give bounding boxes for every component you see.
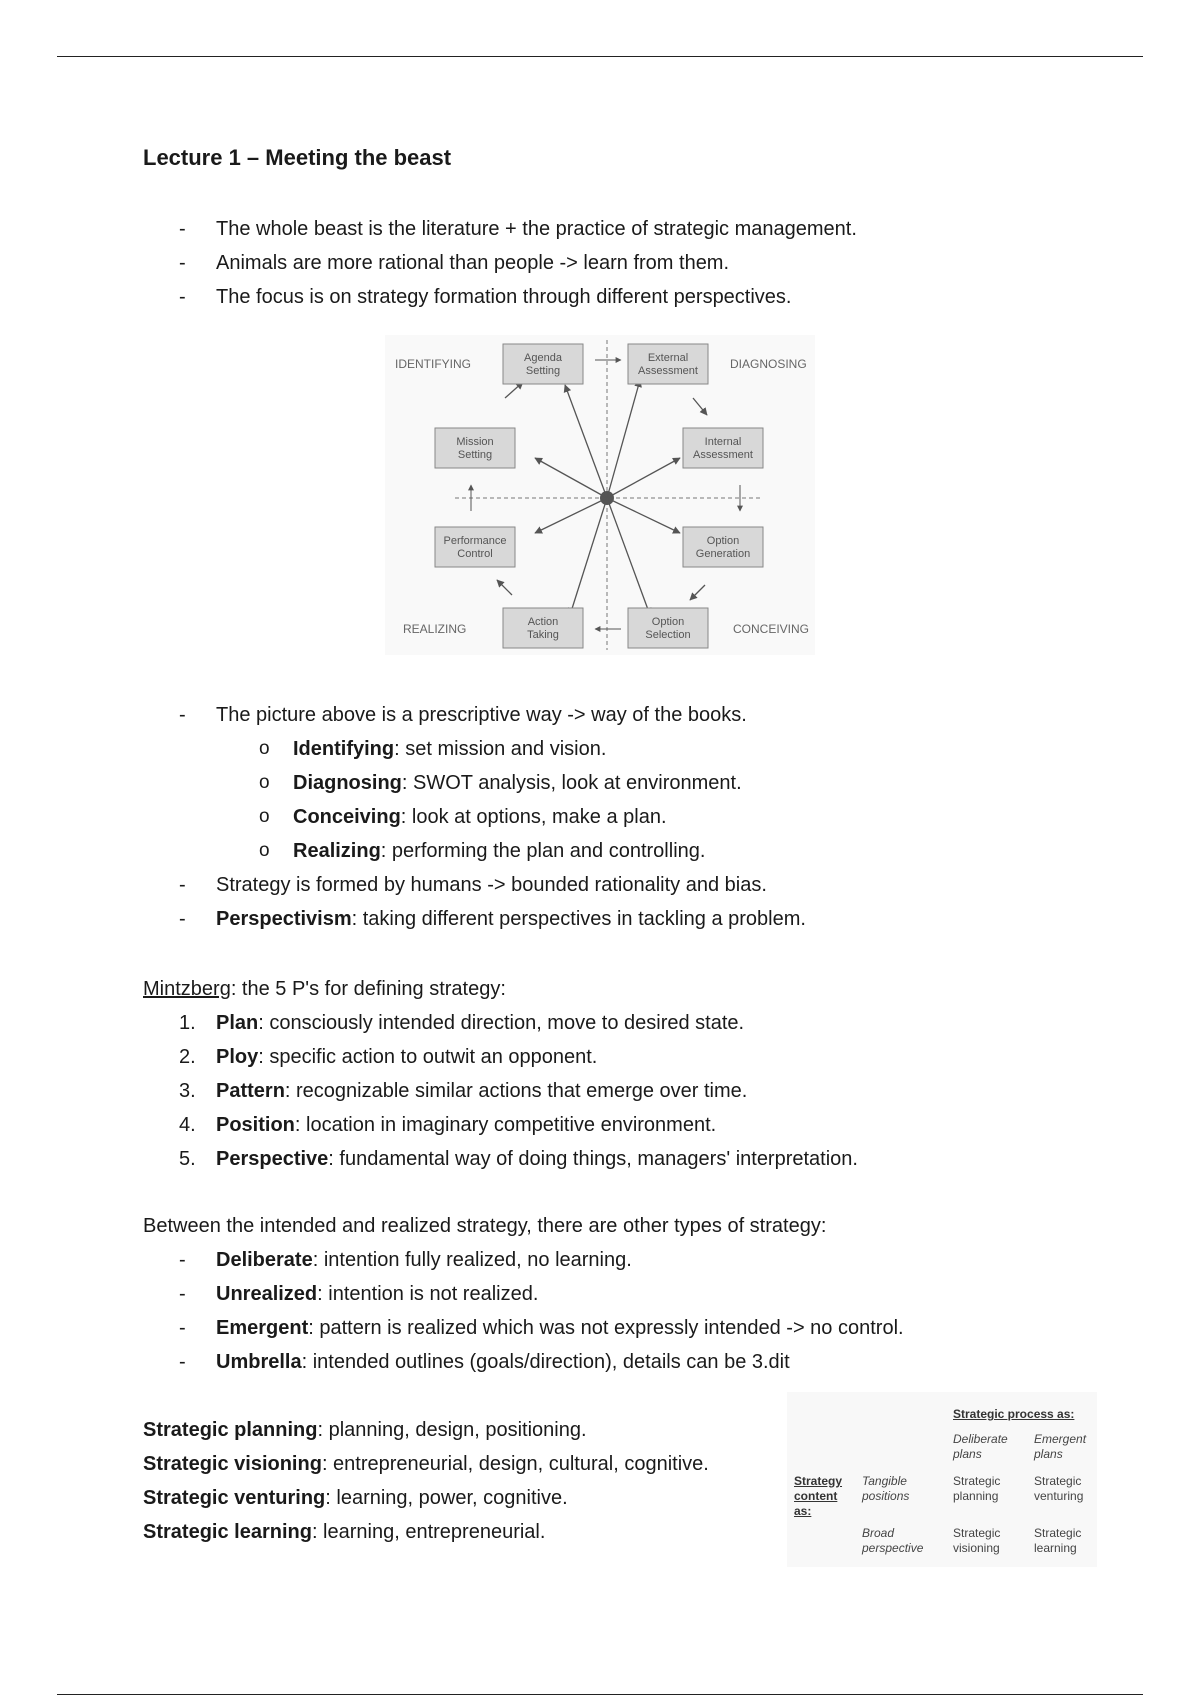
perspectivism-term: Perspectivism [216, 908, 352, 930]
matrix-visioning: Strategic [953, 1526, 1001, 1540]
matrix-venturing-2: venturing [1034, 1489, 1084, 1503]
mintzberg-section [143, 972, 858, 1176]
box-option-selection-2: Selection [645, 629, 691, 641]
label-identifying: IDENTIFYING [395, 357, 472, 371]
matrix-broad-2: perspective [862, 1541, 924, 1555]
list-item [143, 1311, 904, 1345]
list-item [143, 902, 806, 936]
matrix-content-header-3: as: [794, 1504, 812, 1518]
item-term: Plan [216, 1012, 259, 1034]
list-item-text: Animals are more rational than people -> learn from them. [216, 252, 730, 274]
box-mission-setting-2: Setting [457, 449, 493, 461]
bullet-marker: - [179, 218, 186, 240]
item-number: 2. [179, 1046, 196, 1068]
matrix-venturing: Strategic [1034, 1474, 1082, 1488]
page-title: Lecture 1 – Meeting the beast [143, 145, 452, 170]
list-item [143, 246, 857, 280]
matrix-tangible: Tangible [862, 1474, 907, 1488]
type-term: Deliberate [216, 1249, 313, 1271]
strategy-types-section [143, 1209, 904, 1379]
footer-rule [57, 1694, 1143, 1695]
list-item [143, 1345, 904, 1379]
matrix-deliberate: Deliberate [953, 1432, 1008, 1446]
matrix-planning-2: planning [953, 1489, 999, 1503]
box-option-selection: Option [651, 616, 685, 628]
mode-term: Strategic planning [143, 1419, 318, 1441]
intro-bullet-list [143, 212, 857, 314]
list-item [143, 868, 806, 902]
matrix-emergent-2: plans [1034, 1447, 1063, 1461]
strategic-mode [143, 1447, 709, 1481]
bullet-marker: - [179, 874, 186, 896]
sub-list-item [143, 766, 806, 800]
box-performance-control: Performance [443, 535, 507, 547]
strategy-process-diagram [385, 335, 815, 655]
sub-list-item [143, 800, 806, 834]
sub-bullet-marker: o [259, 772, 270, 793]
item-term: Position [216, 1114, 295, 1136]
sub-list-item [143, 732, 806, 766]
sub-bullet-marker: o [259, 738, 270, 759]
phase-desc: : SWOT analysis, look at environment. [401, 772, 742, 794]
strategy-matrix [787, 1392, 1097, 1567]
picture-explanation-list [143, 698, 806, 936]
box-mission-setting: Mission [456, 436, 494, 448]
type-term: Umbrella [216, 1351, 302, 1373]
box-external-assessment-2: Assessment [638, 365, 698, 377]
item-number: 4. [179, 1114, 196, 1136]
item-term: Ploy [216, 1046, 259, 1068]
item-desc: : recognizable similar actions that emerge over time. [284, 1080, 748, 1102]
phase-term: Diagnosing [293, 772, 402, 794]
box-option-generation: Option [706, 535, 740, 547]
sub-bullet-marker: o [259, 840, 270, 861]
type-term: Unrealized [216, 1283, 318, 1305]
box-internal-assessment-2: Assessment [693, 449, 753, 461]
perspectivism-desc: : taking different perspectives in tackling a problem. [351, 908, 806, 930]
list-item [143, 212, 857, 246]
item-desc: : specific action to outwit an opponent. [258, 1046, 598, 1068]
label-conceiving: CONCEIVING [733, 622, 810, 636]
type-desc: : intended outlines (goals/direction), details can be 3.dit [301, 1351, 790, 1373]
numbered-item [143, 1142, 858, 1176]
list-item-text: The whole beast is the literature + the practice of strategic management. [216, 218, 857, 240]
box-agenda-setting: Agenda [524, 352, 562, 364]
list-item-text: The focus is on strategy formation through different perspectives. [216, 286, 792, 308]
phase-desc: : performing the plan and controlling. [380, 840, 706, 862]
bullet-marker: - [179, 286, 186, 308]
matrix-learning-2: learning [1034, 1541, 1077, 1555]
phase-term: Conceiving [293, 806, 401, 828]
types-heading: Between the intended and realized strategy, there are other types of strategy: [143, 1215, 827, 1237]
sub-bullet-marker: o [259, 806, 270, 827]
bullet-marker: - [179, 1351, 186, 1373]
mode-desc: : learning, power, cognitive. [325, 1487, 568, 1509]
matrix-process-header: Strategic process as: [953, 1407, 1075, 1421]
matrix-planning: Strategic [953, 1474, 1001, 1488]
box-option-generation-2: Generation [695, 548, 751, 560]
mode-term: Strategic venturing [143, 1487, 326, 1509]
list-item [143, 280, 857, 314]
strategic-mode [143, 1413, 709, 1447]
item-number: 3. [179, 1080, 196, 1102]
type-desc: : intention is not realized. [317, 1283, 539, 1305]
strategic-mode [143, 1515, 709, 1549]
item-desc: : consciously intended direction, move to desired state. [258, 1012, 745, 1034]
bullet-marker: - [179, 1317, 186, 1339]
matrix-deliberate-2: plans [953, 1447, 982, 1461]
strategic-mode [143, 1481, 709, 1515]
bullet-marker: - [179, 1249, 186, 1271]
label-realizing: REALIZING [403, 622, 467, 636]
matrix-content-header-2: content [794, 1489, 838, 1503]
type-desc: : pattern is realized which was not expressly intended -> no control. [308, 1317, 904, 1339]
mintzberg-name: Mintzberg [143, 978, 231, 1000]
list-item [143, 1277, 904, 1311]
mintzberg-heading [143, 972, 858, 1006]
item-desc: : location in imaginary competitive environment. [294, 1114, 717, 1136]
mode-desc: : planning, design, positioning. [317, 1419, 587, 1441]
box-performance-control-2: Control [457, 548, 493, 560]
box-agenda-setting-2: Setting [525, 365, 561, 377]
box-internal-assessment: Internal [704, 436, 742, 448]
matrix-tangible-2: positions [862, 1489, 910, 1503]
box-external-assessment: External [647, 352, 689, 364]
mintzberg-heading-text: : the 5 P's for defining strategy: [230, 978, 506, 1000]
bullet-marker: - [179, 252, 186, 274]
strategic-modes-list [143, 1413, 709, 1549]
numbered-item [143, 1006, 858, 1040]
item-number: 1. [179, 1012, 196, 1034]
header-rule [57, 56, 1143, 57]
item-term: Pattern [216, 1080, 285, 1102]
matrix-emergent: Emergent [1034, 1432, 1087, 1446]
box-action-taking-2: Taking [527, 629, 559, 641]
phase-term: Realizing [293, 840, 381, 862]
phase-desc: : set mission and vision. [394, 738, 607, 760]
bullet-marker: - [179, 908, 186, 930]
matrix-broad: Broad [862, 1526, 895, 1540]
list-item-text: Strategy is formed by humans -> bounded rationality and bias. [216, 874, 767, 896]
matrix-learning: Strategic [1034, 1526, 1082, 1540]
mode-term: Strategic learning [143, 1521, 312, 1543]
list-item [143, 698, 806, 732]
numbered-item [143, 1074, 858, 1108]
mode-term: Strategic visioning [143, 1453, 322, 1475]
box-action-taking: Action [527, 616, 559, 628]
item-desc: : fundamental way of doing things, managers' interpretation. [328, 1148, 858, 1170]
list-item-text: The picture above is a prescriptive way -> way of the books. [216, 704, 747, 726]
phase-term: Identifying [293, 738, 395, 760]
bullet-marker: - [179, 704, 186, 726]
item-number: 5. [179, 1148, 196, 1170]
bullet-marker: - [179, 1283, 186, 1305]
matrix-content-header: Strategy [794, 1474, 843, 1488]
mode-desc: : entrepreneurial, design, cultural, cognitive. [321, 1453, 709, 1475]
numbered-item [143, 1040, 858, 1074]
type-term: Emergent [216, 1317, 309, 1339]
list-item [143, 1243, 904, 1277]
matrix-visioning-2: visioning [953, 1541, 1000, 1555]
phase-desc: : look at options, make a plan. [400, 806, 667, 828]
type-desc: : intention fully realized, no learning. [312, 1249, 632, 1271]
item-term: Perspective [216, 1148, 329, 1170]
numbered-item [143, 1108, 858, 1142]
sub-list-item [143, 834, 806, 868]
label-diagnosing: DIAGNOSING [730, 357, 807, 371]
mode-desc: : learning, entrepreneurial. [311, 1521, 546, 1543]
